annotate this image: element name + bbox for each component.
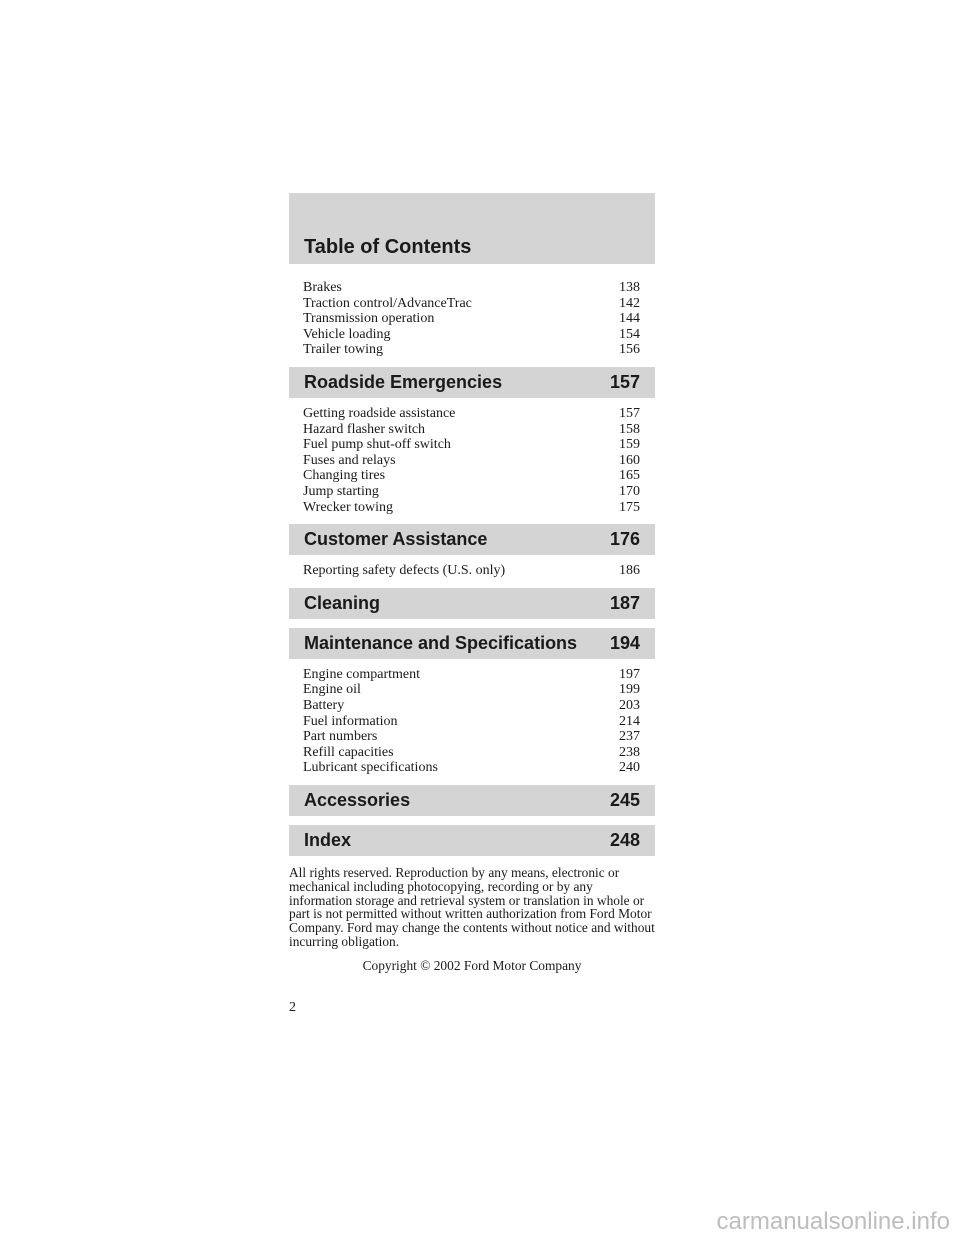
toc-entry-page: 237 xyxy=(619,729,640,745)
toc-entry[interactable] xyxy=(303,453,640,469)
section-heading-page: 157 xyxy=(609,371,640,392)
section-heading[interactable] xyxy=(289,588,655,619)
toc-entry-label: Vehicle loading xyxy=(303,326,391,342)
toc-entry-label: Lubricant specifications xyxy=(303,760,438,776)
toc-entry-page: 197 xyxy=(619,666,640,682)
toc-entry[interactable] xyxy=(303,714,640,730)
toc-entry-label: Brakes xyxy=(303,280,342,295)
toc-entry-page: 165 xyxy=(619,468,640,484)
toc-entry-label: Jump starting xyxy=(303,483,379,499)
toc-entry-label: Engine compartment xyxy=(303,666,421,682)
toc-entry-page: 175 xyxy=(619,499,640,515)
section-heading-page: 248 xyxy=(609,829,640,850)
section-heading-label: Maintenance and Specifications xyxy=(304,632,578,653)
toc-entry[interactable] xyxy=(303,484,640,500)
toc-entry[interactable] xyxy=(303,667,640,683)
toc-entry-page: 199 xyxy=(619,682,640,698)
toc-entry[interactable] xyxy=(303,468,640,484)
toc-entry-label: Traction control/AdvanceTrac xyxy=(303,295,472,311)
watermark: carmanualsonline.info xyxy=(716,1208,950,1235)
toc-entry[interactable] xyxy=(303,406,640,422)
section-heading-label: Index xyxy=(304,829,352,850)
toc-entry-label: Transmission operation xyxy=(303,311,435,327)
toc-entry-page: 170 xyxy=(619,483,640,499)
toc-entry[interactable] xyxy=(303,327,640,343)
toc-entry[interactable] xyxy=(303,729,640,745)
toc-entry-label: Engine oil xyxy=(303,682,361,698)
section-heading-page: 245 xyxy=(609,789,640,810)
section-heading[interactable] xyxy=(289,825,655,856)
toc-entry-label: Fuel information xyxy=(303,713,398,729)
entry-list xyxy=(289,659,655,776)
toc-entry-page: 186 xyxy=(619,563,640,579)
toc-entry-label: Getting roadside assistance xyxy=(303,405,456,421)
section-heading-label: Roadside Emergencies xyxy=(304,371,503,392)
section-heading-label: Customer Assistance xyxy=(304,529,488,550)
toc-entry-label: Fuel pump shut-off switch xyxy=(303,437,451,453)
toc-entry-page: 160 xyxy=(619,452,640,468)
toc-entry-page: 144 xyxy=(619,311,640,327)
entry-list xyxy=(289,264,655,358)
toc-entry[interactable] xyxy=(303,342,640,358)
toc-entry-label: Wrecker towing xyxy=(303,499,394,515)
toc-entry[interactable] xyxy=(303,280,640,296)
toc-entry-label: Changing tires xyxy=(303,468,386,484)
toc-entry[interactable] xyxy=(303,422,640,438)
toc-entry[interactable] xyxy=(303,760,640,776)
toc-entry-label: Battery xyxy=(303,697,345,713)
toc-entry-label: Reporting safety defects (U.S. only) xyxy=(303,563,506,579)
toc-entry[interactable] xyxy=(303,437,640,453)
section-heading-page: 176 xyxy=(609,529,640,550)
section-heading[interactable] xyxy=(289,628,655,659)
toc-entry[interactable] xyxy=(303,311,640,327)
toc-entry[interactable] xyxy=(303,745,640,761)
toc-entry-label: Trailer towing xyxy=(303,342,383,358)
toc-page xyxy=(289,193,655,856)
toc-entry-page: 138 xyxy=(619,280,640,295)
page-title: Table of Contents xyxy=(304,236,472,258)
section-heading[interactable] xyxy=(289,785,655,816)
toc-entry-page: 142 xyxy=(619,295,640,311)
toc-entry[interactable] xyxy=(303,682,640,698)
toc-entry-label: Refill capacities xyxy=(303,744,394,760)
section-heading-page: 187 xyxy=(609,592,640,613)
toc-entry-page: 158 xyxy=(619,421,640,437)
toc-entry[interactable] xyxy=(303,563,640,579)
toc-entry-page: 214 xyxy=(619,713,640,729)
entry-list xyxy=(289,555,655,579)
toc-entry-page: 238 xyxy=(619,744,640,760)
toc-list xyxy=(289,264,655,856)
toc-entry[interactable] xyxy=(303,698,640,714)
rights-notice: All rights reserved. Reproduction by any means, electronic or mechanical including photocopying, recording or by any information storage and retrieval system or translation in whole or part is not permitted without written authorization from Ford Motor Company. Ford may change the contents without notice and without incurring obligation. xyxy=(289,865,655,949)
toc-entry-page: 203 xyxy=(619,697,640,713)
toc-entry[interactable] xyxy=(303,296,640,312)
section-heading[interactable] xyxy=(289,367,655,398)
section-heading[interactable] xyxy=(289,524,655,555)
toc-entry-page: 156 xyxy=(619,342,640,358)
section-heading-label: Accessories xyxy=(304,789,411,810)
toc-entry-page: 240 xyxy=(619,760,640,776)
title-box xyxy=(289,193,655,264)
page-number: 2 xyxy=(289,1000,296,1015)
toc-entry-label: Fuses and relays xyxy=(303,452,396,468)
toc-entry-page: 154 xyxy=(619,326,640,342)
entry-list xyxy=(289,398,655,515)
toc-entry-label: Hazard flasher switch xyxy=(303,421,426,437)
toc-entry-page: 157 xyxy=(619,405,640,421)
section-heading-page: 194 xyxy=(609,632,640,653)
toc-entry-page: 159 xyxy=(619,437,640,453)
section-heading-label: Cleaning xyxy=(304,592,381,613)
copyright-line: Copyright © 2002 Ford Motor Company xyxy=(362,958,582,973)
toc-entry[interactable] xyxy=(303,500,640,516)
toc-entry-label: Part numbers xyxy=(303,729,378,745)
